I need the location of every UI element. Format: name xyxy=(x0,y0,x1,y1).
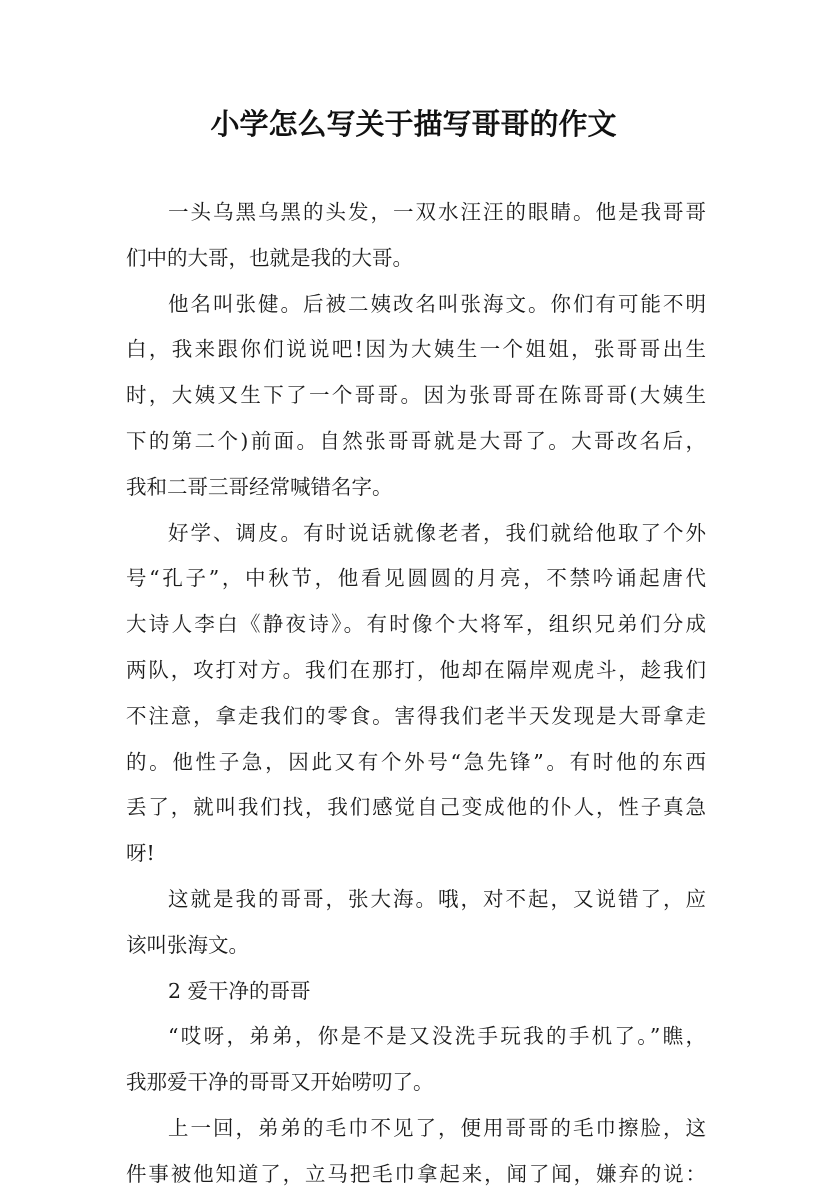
text-line: 上一回，弟弟的毛巾不见了，便用哥哥的毛巾擦脸，这 xyxy=(168,1115,706,1140)
text-line: 件事被他知道了，立马把毛巾拿起来，闻了闻，嫌弃的说： xyxy=(126,1161,706,1186)
text-line: 我那爱干净的哥哥又开始唠叨了。 xyxy=(126,1070,434,1095)
text-line: 白，我来跟你们说说吧!因为大姨生一个姐姐，张哥哥出生 xyxy=(126,337,706,362)
text-line: 时，大姨又生下了一个哥哥。因为张哥哥在陈哥哥(大姨生 xyxy=(126,383,706,408)
text-line: 两队，攻打对方。我们在那打，他却在隔岸观虎斗，趁我们 xyxy=(126,657,706,682)
text-line: 不注意，拿走我们的零食。害得我们老半天发现是大哥拿走 xyxy=(126,703,706,728)
document-body xyxy=(126,190,706,1198)
text-line: 的。他性子急，因此又有个外号“急先锋”。有时他的东西 xyxy=(126,749,706,774)
text-line: 该叫张海文。 xyxy=(126,932,249,957)
text-line: 丢了，就叫我们找，我们感觉自己变成他的仆人，性子真急 xyxy=(126,795,706,820)
page-title: 小学怎么写关于描写哥哥的作文 xyxy=(210,107,617,141)
text-line: 他名叫张健。后被二姨改名叫张海文。你们有可能不明 xyxy=(168,291,706,316)
text-line: 好学、调皮。有时说话就像老者，我们就给他取了个外 xyxy=(168,520,706,545)
text-line: 呀! xyxy=(126,841,155,866)
text-line: “哎呀，弟弟，你是不是又没洗手玩我的手机了。”瞧， xyxy=(168,1024,706,1049)
text-line: 下的第二个)前面。自然张哥哥就是大哥了。大哥改名后， xyxy=(126,428,706,453)
text-line: 一头乌黑乌黑的头发，一双水汪汪的眼睛。他是我哥哥 xyxy=(168,200,706,224)
text-line: 我和二哥三哥经常喊错名字。 xyxy=(126,474,393,499)
text-line: 大诗人李白《静夜诗》。有时像个大将军，组织兄弟们分成 xyxy=(126,612,706,637)
text-line: 号“孔子”，中秋节，他看见圆圆的月亮，不禁吟诵起唐代 xyxy=(126,566,706,591)
text-line: 2 爱干净的哥哥 xyxy=(168,978,311,1003)
text-line: 们中的大哥，也就是我的大哥。 xyxy=(126,245,413,270)
text-line: 这就是我的哥哥，张大海。哦，对不起，又说错了，应 xyxy=(168,886,706,911)
